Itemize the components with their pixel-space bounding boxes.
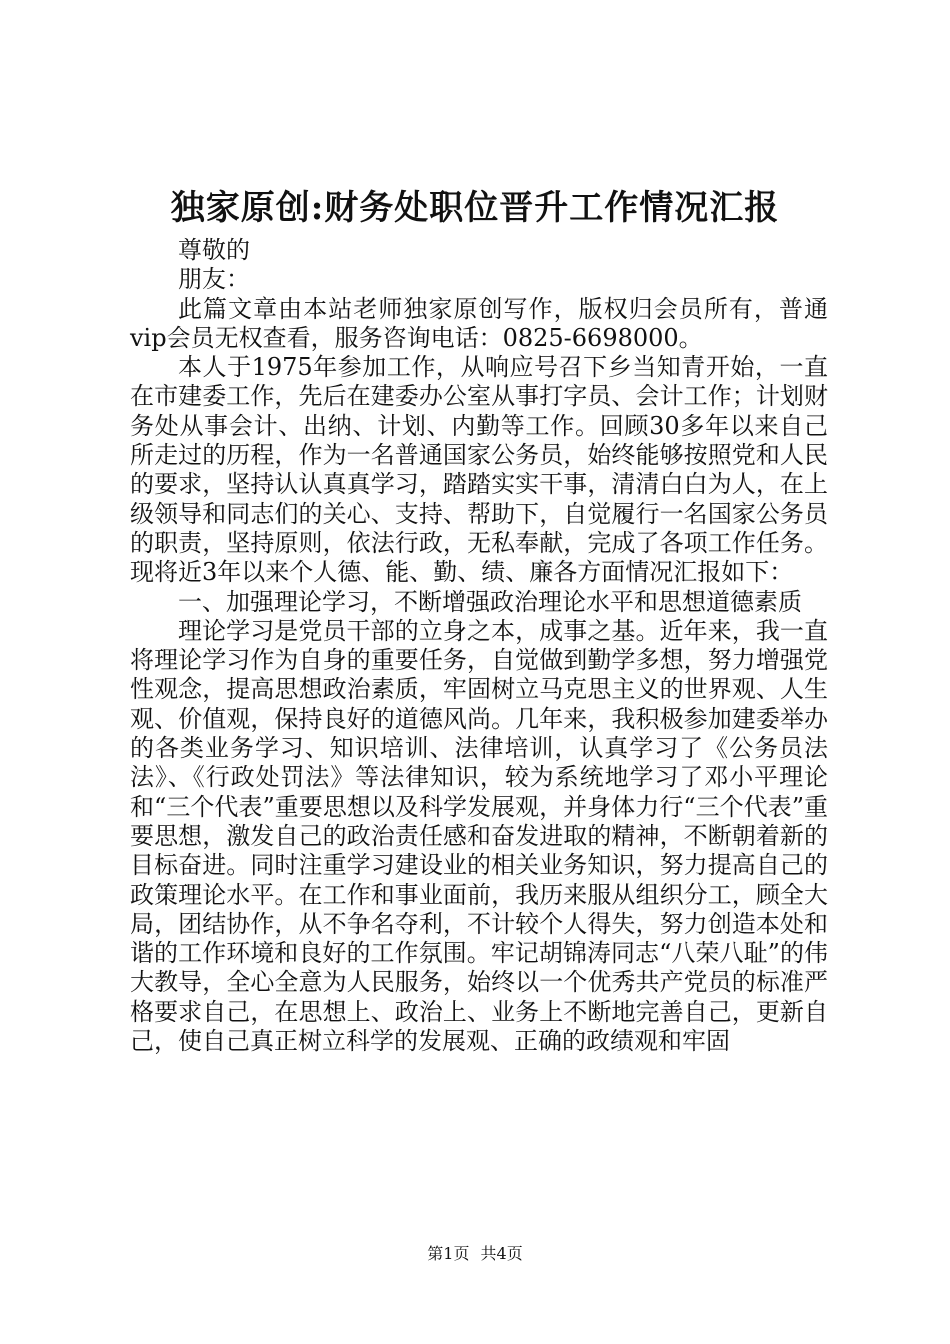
document-body <box>130 236 828 1056</box>
intro-paragraph: 本人于1975年参加工作，从响应号召下乡当知青开始，一直在市建委工作，先后在建委办公室从事打字员、会计工作；计划财务处从事会计、出纳、计划、内勤等工作。回顾30多年以来自己所走过的历程，作为一名普通国家公务员，始终能够按照党和人民的要求，坚持认认真真学习，踏踏实实干事，清清白白为人，在上级领导和同志们的关心、支持、帮助下，自觉履行一名国家公务员的职责，坚持原则，依法行政，无私奉献，完成了各项工作任务。现将近3年以来个人德、能、勤、绩、廉各方面情况汇报如下： <box>130 353 828 587</box>
page-footer <box>0 1243 950 1265</box>
page-total: 共4页 <box>480 1244 523 1263</box>
page-number: 第1页 <box>427 1244 470 1263</box>
section-1-paragraph: 理论学习是党员干部的立身之本，成事之基。近年来，我一直将理论学习作为自身的重要任务，自觉做到勤学多想，努力增强党性观念，提高思想政治素质，牢固树立马克思主义的世界观、人生观、价值观，保持良好的道德风尚。几年来，我积极参加建委举办的各类业务学习、知识培训、法律培训，认真学习了《公务员法法》、《行政处罚法》等法律知识，较为系统地学习了邓小平理论和“三个代表”重要思想以及科学发展观，并身体力行“三个代表”重要思想，激发自己的政治责任感和奋发进取的精神，不断朝着新的目标奋进。同时注重学习建设业的相关业务知识，努力提高自己的政策理论水平。在工作和事业面前，我历来服从组织分工，顾全大局，团结协作，从不争名夺利，不计较个人得失，努力创造本处和谐的工作环境和良好的工作氛围。牢记胡锦涛同志“八荣八耻”的伟大教导，全心全意为人民服务，始终以一个优秀共产党员的标准严格要求自己，在思想上、政治上、业务上不断地完善自己，更新自己，使自己真正树立科学的发展观、正确的政绩观和牢固 <box>130 616 828 1056</box>
copyright-notice: 此篇文章由本站老师独家原创写作，版权归会员所有，普通vip会员无权查看，服务咨询电话：0825-6698000。 <box>130 294 828 352</box>
document-title: 独家原创:财务处职位晋升工作情况汇报 <box>170 188 780 228</box>
salutation-line-2: 朋友： <box>178 265 250 294</box>
section-heading-1: 一、加强理论学习，不断增强政治理论水平和思想道德素质 <box>178 587 802 616</box>
salutation-line-1: 尊敬的 <box>178 236 250 264</box>
